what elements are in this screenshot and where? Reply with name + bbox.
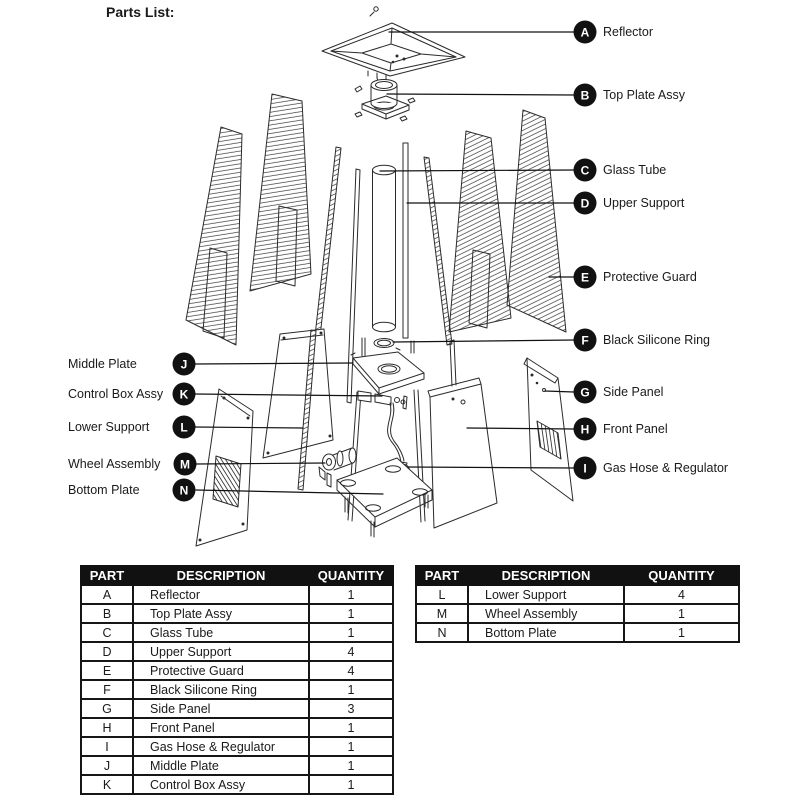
- callout-n-letter: N: [179, 483, 189, 497]
- description-cell: Reflector: [133, 585, 309, 604]
- part-cell: D: [81, 642, 133, 661]
- parts-table-left: [80, 565, 394, 795]
- quantity-cell: 1: [309, 623, 393, 642]
- callout-i-letter: I: [583, 461, 587, 475]
- table-row: [81, 642, 393, 661]
- description-cell: Wheel Assembly: [468, 604, 624, 623]
- callout-j: [173, 353, 196, 376]
- callout-n: [173, 479, 196, 502]
- description-cell: Control Box Assy: [133, 775, 309, 794]
- label-gas-hose-regulator: Gas Hose & Regulator: [603, 461, 729, 475]
- table-row: [416, 604, 739, 623]
- callout-l-letter: L: [180, 420, 188, 434]
- description-cell: Middle Plate: [133, 756, 309, 775]
- label-wheel-assembly: Wheel Assembly: [68, 457, 161, 471]
- table-row: [416, 623, 739, 642]
- part-cell: B: [81, 604, 133, 623]
- callout-a: [574, 21, 597, 44]
- table-row: [81, 585, 393, 604]
- col-quantity: QUANTITY: [309, 566, 393, 585]
- quantity-cell: 1: [624, 604, 739, 623]
- quantity-cell: 1: [309, 718, 393, 737]
- part-cell: A: [81, 585, 133, 604]
- callout-e-letter: E: [580, 270, 589, 284]
- table-row: [81, 604, 393, 623]
- description-cell: Bottom Plate: [468, 623, 624, 642]
- col-part: PART: [416, 566, 468, 585]
- table-row: [81, 623, 393, 642]
- callout-j-letter: J: [180, 357, 188, 371]
- control-box-assy-drawing: [358, 391, 407, 409]
- label-middle-plate: Middle Plate: [68, 357, 137, 371]
- callout-d: [574, 192, 597, 215]
- description-cell: Black Silicone Ring: [133, 680, 309, 699]
- quantity-cell: 1: [309, 775, 393, 794]
- callout-f: [574, 329, 597, 352]
- black-silicone-ring-drawing: [374, 339, 394, 348]
- reflector-drawing: [322, 7, 465, 88]
- protective-guard-drawing: [186, 94, 566, 345]
- description-cell: Front Panel: [133, 718, 309, 737]
- description-cell: Lower Support: [468, 585, 624, 604]
- glass-tube-drawing: [373, 165, 396, 332]
- quantity-cell: 1: [309, 756, 393, 775]
- quantity-cell: 1: [309, 585, 393, 604]
- callout-l: [173, 416, 196, 439]
- table-row: [81, 775, 393, 794]
- callout-a-letter: A: [580, 25, 590, 39]
- part-cell: M: [416, 604, 468, 623]
- description-cell: Upper Support: [133, 642, 309, 661]
- part-cell: K: [81, 775, 133, 794]
- part-cell: H: [81, 718, 133, 737]
- label-protective-guard: Protective Guard: [603, 270, 697, 284]
- quantity-cell: 1: [309, 604, 393, 623]
- description-cell: Protective Guard: [133, 661, 309, 680]
- parts-table-right: [415, 565, 740, 643]
- quantity-cell: 4: [309, 661, 393, 680]
- table-row: [81, 680, 393, 699]
- label-lower-support: Lower Support: [68, 420, 150, 434]
- table-row: [81, 699, 393, 718]
- callout-g-letter: G: [580, 385, 590, 399]
- description-cell: Glass Tube: [133, 623, 309, 642]
- label-top-plate-assy: Top Plate Assy: [603, 88, 685, 102]
- part-cell: I: [81, 737, 133, 756]
- col-quantity: QUANTITY: [624, 566, 739, 585]
- callout-g: [574, 381, 597, 404]
- col-description: DESCRIPTION: [133, 566, 309, 585]
- bottom-plate-drawing: [327, 458, 432, 537]
- front-panel-drawing: [428, 378, 497, 528]
- part-cell: C: [81, 623, 133, 642]
- quantity-cell: 3: [309, 699, 393, 718]
- callout-e: [574, 266, 597, 289]
- label-control-box-assy: Control Box Assy: [68, 387, 164, 401]
- quantity-cell: 4: [309, 642, 393, 661]
- col-part: PART: [81, 566, 133, 585]
- top-plate-assy-drawing: [355, 71, 415, 121]
- page-title: Parts List:: [106, 4, 175, 20]
- table-row: [81, 756, 393, 775]
- callout-b-letter: B: [580, 88, 590, 102]
- callout-m-letter: M: [180, 457, 190, 471]
- part-cell: G: [81, 699, 133, 718]
- callout-k: [173, 383, 196, 406]
- quantity-cell: 1: [309, 680, 393, 699]
- table-header-row: [416, 566, 739, 585]
- label-glass-tube: Glass Tube: [603, 163, 667, 177]
- callout-b: [574, 84, 597, 107]
- table-row: [81, 718, 393, 737]
- callout-h: [574, 418, 597, 441]
- table-row: [81, 661, 393, 680]
- part-cell: F: [81, 680, 133, 699]
- part-cell: L: [416, 585, 468, 604]
- description-cell: Top Plate Assy: [133, 604, 309, 623]
- description-cell: Gas Hose & Regulator: [133, 737, 309, 756]
- label-side-panel: Side Panel: [603, 385, 664, 399]
- part-cell: E: [81, 661, 133, 680]
- label-front-panel: Front Panel: [603, 422, 668, 436]
- callout-m: [174, 453, 197, 476]
- label-reflector: Reflector: [603, 25, 654, 39]
- col-description: DESCRIPTION: [468, 566, 624, 585]
- label-black-silicone-ring: Black Silicone Ring: [603, 333, 710, 347]
- table-row: [416, 585, 739, 604]
- label-upper-support: Upper Support: [603, 196, 685, 210]
- part-cell: J: [81, 756, 133, 775]
- callout-c: [574, 159, 597, 182]
- callout-i: [574, 457, 597, 480]
- quantity-cell: 1: [309, 737, 393, 756]
- callout-d-letter: D: [580, 196, 590, 210]
- callout-f-letter: F: [581, 333, 589, 347]
- table-header-row: [81, 566, 393, 585]
- callout-c-letter: C: [580, 163, 590, 177]
- callout-h-letter: H: [580, 422, 590, 436]
- description-cell: Side Panel: [133, 699, 309, 718]
- callout-k-letter: K: [179, 387, 189, 401]
- table-row: [81, 737, 393, 756]
- part-cell: N: [416, 623, 468, 642]
- quantity-cell: 1: [624, 623, 739, 642]
- label-bottom-plate: Bottom Plate: [68, 483, 140, 497]
- quantity-cell: 4: [624, 585, 739, 604]
